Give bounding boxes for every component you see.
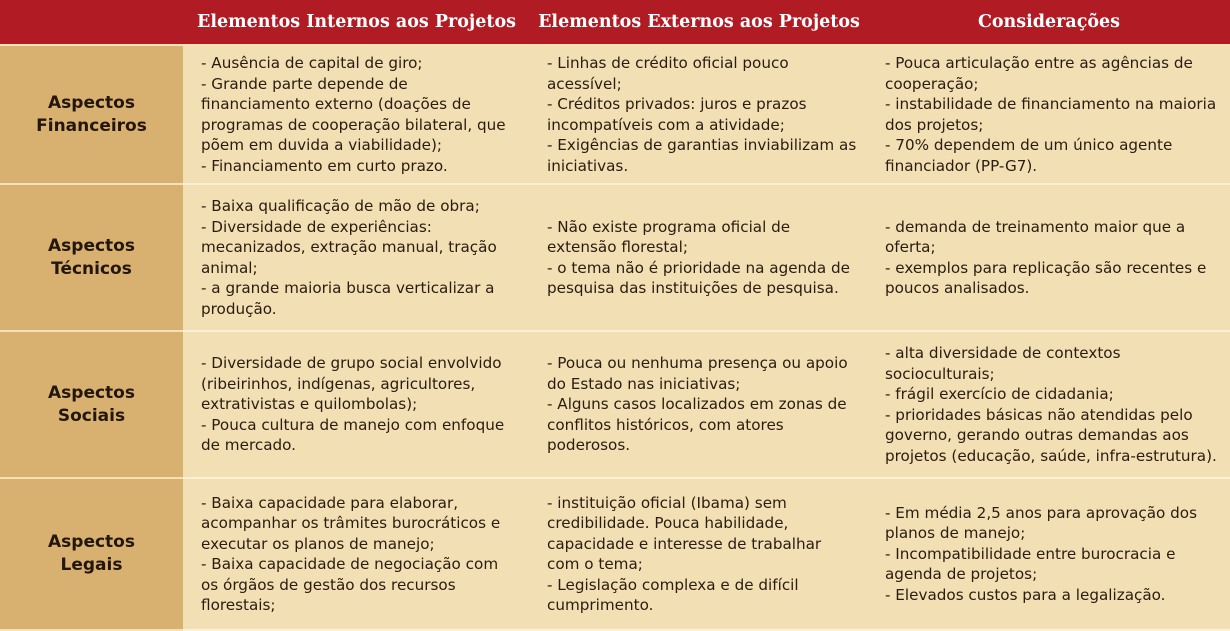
bullet-item: - 70% dependem de um único agente financiador (PP-G7). (885, 136, 1173, 175)
bullet-item: - Ausência de capital de giro; (201, 54, 423, 72)
row-label-line: Sociais (57, 405, 126, 426)
row-label-line: Aspectos (48, 532, 135, 552)
cell-sociais-consideracoes (868, 332, 1230, 479)
bullet-item: - Linhas de crédito oficial pouco acessível; (547, 54, 789, 93)
row-label-line: Aspectos (48, 92, 135, 113)
row-label-legais (0, 479, 183, 631)
bullet-item: - Pouca articulação entre as agências de cooperação; (885, 54, 1193, 93)
cell-legais-externos (530, 479, 868, 631)
row-label-line: Aspectos (48, 235, 135, 256)
cell-financeiros-externos (530, 46, 868, 185)
row-label-sociais (0, 332, 183, 479)
bullet-item: - o tema não é prioridade na agenda de pesquisa das instituições de pesquisa. (547, 258, 850, 297)
bullet-item: - Baixa capacidade para elaborar, acompanhar os trâmites burocráticos e executar os planos de manejo; (201, 493, 501, 553)
row-label-line: Legais (60, 555, 123, 575)
row-label-financeiros (0, 46, 183, 185)
row-label-tecnicos (0, 185, 183, 332)
bullet-item: - Alguns casos localizados em zonas de conflitos históricos, com atores poderosos. (547, 395, 847, 455)
cell-tecnicos-externos (530, 185, 868, 332)
bullet-item: - Legislação complexa e de difícil cumprimento. (547, 575, 799, 614)
bullet-item: - Baixa capacidade de negociação com os órgãos de gestão dos recursos florestais; (201, 555, 499, 614)
row-label-line: Técnicos (51, 258, 132, 279)
cell-sociais-externos (530, 332, 868, 479)
bullet-item: - Incompatibilidade entre burocracia e agenda de projetos; (885, 544, 1176, 584)
cell-financeiros-internos (183, 46, 530, 185)
bullet-item: - Diversidade de grupo social envolvido (ribeirinhos, indígenas, agricultores, extrativistas e quilombolas); (201, 354, 502, 414)
bullet-item: - Elevados custos para a legalização. (885, 585, 1166, 604)
header-corner (0, 0, 183, 46)
header-externos: Elementos Externos aos Projetos (530, 0, 868, 46)
cell-sociais-internos (183, 332, 530, 479)
cell-legais-consideracoes (868, 479, 1230, 631)
row-label-line: Financeiros (36, 115, 147, 136)
bullet-item: - Créditos privados: juros e prazos incompatíveis com a atividade; (547, 95, 807, 134)
header-internos: Elementos Internos aos Projetos (183, 0, 530, 46)
bullet-item: - Em média 2,5 anos para aprovação dos planos de manejo; (885, 503, 1197, 543)
cell-tecnicos-internos (183, 185, 530, 332)
bullet-item: - frágil exercício de cidadania; (885, 385, 1114, 403)
bullet-item: - a grande maioria busca verticalizar a produção. (201, 279, 495, 318)
cell-tecnicos-consideracoes (868, 185, 1230, 332)
bullet-item: - instabilidade de financiamento na maioria dos projetos; (885, 95, 1217, 134)
bullet-item: - Pouca cultura de manejo com enfoque de mercado. (201, 415, 505, 455)
bullet-item: - Exigências de garantias inviabilizam as iniciativas. (547, 136, 857, 175)
bullet-item: - Não existe programa oficial de extensão florestal; (547, 217, 791, 256)
bullet-item: - Pouca ou nenhuma presença ou apoio do Estado nas iniciativas; (547, 354, 848, 393)
cell-financeiros-consideracoes (868, 46, 1230, 185)
bullet-item: - instituição oficial (Ibama) sem credibilidade. Pouca habilidade, capacidade e interesse de trabalhar com o tema; (547, 493, 822, 573)
bullet-item: - demanda de treinamento maior que a oferta; (885, 217, 1186, 256)
bullet-item: - Financiamento em curto prazo. (201, 156, 448, 175)
cell-legais-internos (183, 479, 530, 631)
row-label-line: Aspectos (48, 382, 135, 403)
bullet-item: - Grande parte depende de financiamento externo (doações de programas de cooperação bilateral, que põem em duvida a viabilidade); (201, 74, 506, 154)
bullet-item: - Diversidade de experiências: mecanizados, extração manual, tração animal; (201, 217, 497, 277)
header-consideracoes: Considerações (868, 0, 1230, 46)
bullet-item: - prioridades básicas não atendidas pelo governo, gerando outras demandas aos projetos (educação, saúde, infra-estrutura). (885, 405, 1217, 465)
bullet-item: - exemplos para replicação são recentes e poucos analisados. (885, 258, 1207, 297)
bullet-item: - Baixa qualificação de mão de obra; (201, 197, 480, 215)
bullet-item: - alta diversidade de contextos socioculturais; (885, 344, 1121, 383)
